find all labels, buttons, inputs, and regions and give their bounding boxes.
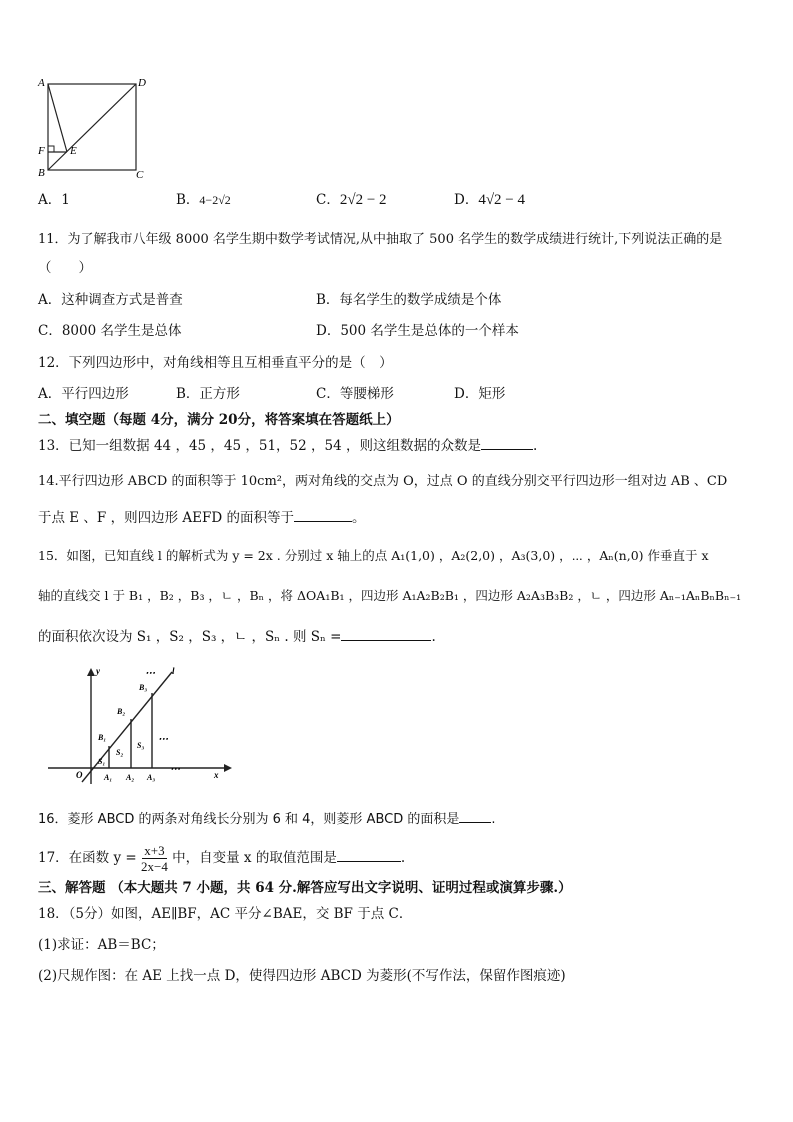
label-a3: A₃	[147, 773, 156, 782]
q17-answer-blank[interactable]	[337, 849, 401, 862]
label-b2: B₂	[117, 707, 126, 716]
q11-stem-line2: （ ）	[38, 260, 92, 276]
q11-stem-line1: 11．为了解我市八年级 8000 名学生期中数学考试情况,从中抽取了 500 名学生的数学成绩进行统计,下列说法正确的是	[38, 232, 723, 247]
q10-option-d	[454, 190, 525, 210]
q11-option-d: D．500 名学生是总体的一个样本	[316, 323, 519, 339]
q14-end: 。	[351, 510, 366, 526]
q15-line3	[38, 627, 436, 647]
q15-line1: 15．如图，已知直线 l 的解析式为 y = 2x . 分别过 x 轴上的点 A₁(1,0) ，A₂(2,0) ，A₃(3,0) ，⋯ ，Aₙ(n,0) 作垂直于 x	[38, 548, 709, 563]
q16-text: 16．菱形 ABCD 的两条对角线长分别为 6 和 4，则菱形 ABCD 的面积是	[38, 812, 460, 827]
q10-option-b-label: B．	[176, 192, 200, 208]
segment-ae	[48, 84, 67, 152]
q16-end: .	[491, 812, 496, 827]
q16	[38, 810, 496, 830]
section3-heading: 三、解答题 （本大题共 7 小题，共 64 分.解答应写出文字说明、证明过程或演算步骤.）	[38, 880, 572, 896]
q10-option-c	[316, 190, 387, 210]
q17-prefix: 17．在函数 y =	[38, 850, 137, 866]
q13	[38, 436, 537, 456]
y-axis-arrow	[87, 668, 95, 676]
q11-option-c: C．8000 名学生是总体	[38, 323, 182, 339]
label-s1: S₁	[98, 757, 106, 766]
q17	[38, 838, 405, 878]
right-angle-mark	[48, 146, 54, 152]
x-axis-arrow	[224, 764, 232, 772]
line-l	[82, 672, 172, 782]
q17-end: .	[400, 850, 406, 866]
line-graph-figure	[44, 662, 244, 787]
q10-option-b	[176, 190, 231, 210]
q16-answer-blank[interactable]	[459, 810, 491, 823]
q18-stem: 18．（5分）如图，AE∥BF，AC 平分∠BAE，交 BF 于点 C．	[38, 906, 413, 922]
label-f: F	[38, 145, 45, 157]
label-b1: B₁	[98, 733, 107, 742]
q18-part1: (1)求证：AB＝BC；	[38, 937, 165, 953]
q10-option-b-math: 4−2√2	[199, 193, 231, 207]
label-e: E	[70, 145, 77, 157]
dots-right: ⋯	[158, 734, 168, 745]
label-a: A	[38, 77, 45, 89]
q17-suffix: 中，自变量 x 的取值范围是	[172, 850, 337, 866]
q14-text: 于点 E 、F ，则四边形 AEFD 的面积等于	[38, 510, 294, 526]
q12-option-d: D．矩形	[454, 386, 506, 402]
dots-axis: ⋯	[170, 764, 180, 775]
label-a1: A₁	[104, 773, 113, 782]
q10-option-c-math: 2√2 − 2	[339, 192, 387, 208]
q13-end: .	[533, 438, 538, 454]
label-b3: B₃	[139, 683, 148, 692]
q18-part2: (2)尺规作图：在 AE 上找一点 D，使得四边形 ABCD 为菱形(不写作法，保留作图痕迹)	[38, 968, 566, 984]
label-d: D	[138, 77, 146, 89]
q10-option-d-label: D．	[454, 192, 479, 208]
q13-answer-blank[interactable]	[481, 437, 533, 450]
diagonal-bd	[48, 84, 136, 170]
q11-option-b: B．每名学生的数学成绩是个体	[316, 292, 502, 308]
label-x: x	[214, 770, 219, 780]
q14-line2	[38, 508, 365, 528]
square-figure	[34, 74, 154, 180]
q15-end: .	[431, 629, 436, 645]
q14-answer-blank[interactable]	[294, 509, 352, 522]
q15-line2: 轴的直线交 l 于 B₁ ，B₂ ，B₃ ，ㄴ ，Bₙ ，将 ΔOA₁B₁ ，四边形 A₁A₂B₂B₁ ，四边形 A₂A₃B₃B₂ ，ㄴ ，四边形 Aₙ₋₁AₙBₙBₙ₋₁	[38, 588, 742, 603]
q12-stem: 12．下列四边形中，对角线相等且互相垂直平分的是（ ）	[38, 355, 393, 371]
q10-option-c-label: C．	[316, 192, 340, 208]
label-s2: S₂	[116, 748, 124, 757]
q17-denominator: 2x−4	[141, 859, 168, 874]
q17-numerator: x+3	[144, 843, 165, 858]
q12-option-b: B．正方形	[176, 386, 240, 402]
label-b: B	[38, 167, 45, 179]
q10-option-d-math: 4√2 − 4	[478, 192, 526, 208]
label-a2: A₂	[126, 773, 135, 782]
q17-fraction	[141, 843, 168, 874]
q11-option-a: A．这种调查方式是普查	[38, 292, 183, 308]
label-o: O	[76, 770, 83, 780]
dots-top: ⋯	[145, 668, 155, 679]
q10-option-a: A．1	[38, 192, 70, 208]
label-y: y	[96, 666, 100, 676]
label-c: C	[136, 169, 144, 180]
q13-text: 13．已知一组数据 44 ，45 ，45 ，51，52 ，54 ，则这组数据的众数是	[38, 438, 481, 454]
label-s3: S₃	[137, 741, 145, 750]
q15-answer-blank[interactable]	[341, 628, 431, 641]
label-l: l	[172, 666, 175, 676]
q14-line1: 14.平行四边形 ABCD 的面积等于 10cm²，两对角线的交点为 O，过点 O 的直线分别交平行四边形一组对边 AB 、CD	[38, 474, 728, 489]
section2-heading: 二、填空题（每题 4分，满分 20分，将答案填在答题纸上）	[38, 412, 400, 428]
q12-option-c: C．等腰梯形	[316, 386, 394, 402]
q15-text: 的面积依次设为 S₁ ，S₂ ，S₃ ，ㄴ ，Sₙ . 则 Sₙ =	[38, 629, 342, 645]
q12-option-a: A．平行四边形	[38, 386, 129, 402]
